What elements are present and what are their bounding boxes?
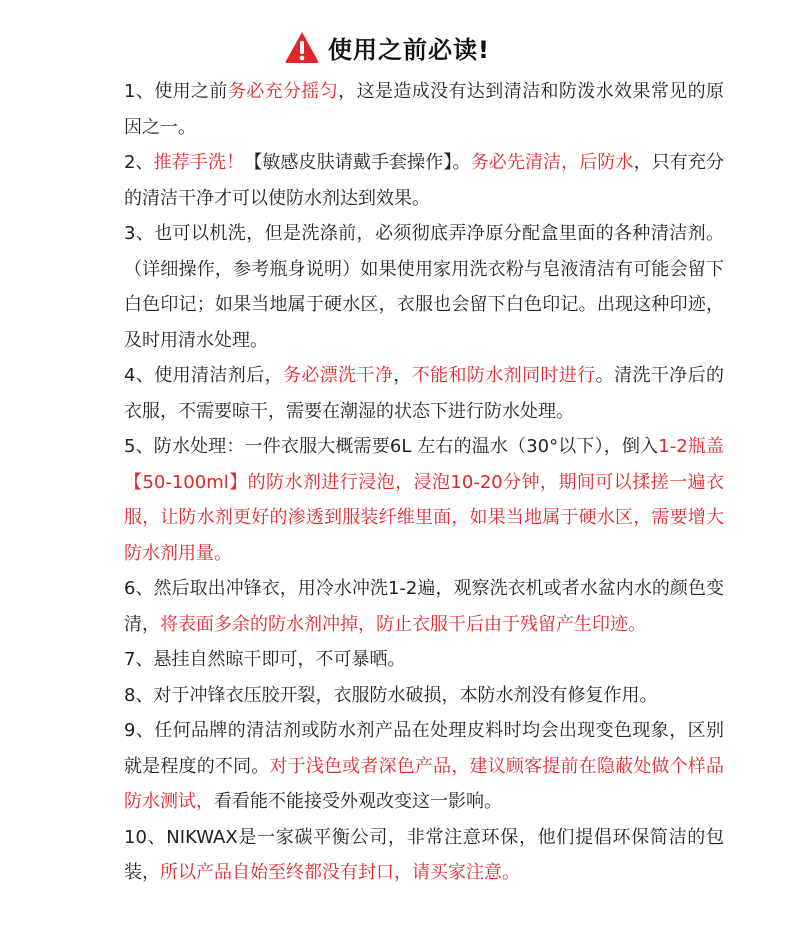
instruction-text: 10、NIKWAX是一家碳平衡公司，非常注意环保，他们提倡环保简洁的包装，	[124, 826, 724, 883]
instructions-body	[124, 74, 724, 891]
instruction-text: 1、使用之前	[124, 81, 228, 102]
highlighted-text: 推荐手洗！	[153, 152, 245, 173]
instruction-text: ，	[393, 365, 412, 386]
highlighted-text: 将表面多余的防水剂冲掉，防止衣服干后由于残留产生印迹。	[160, 613, 646, 635]
highlighted-text: 务必充分摇匀	[227, 81, 339, 102]
instruction-text: 4、使用清洁剂后，	[124, 365, 283, 386]
instruction-text: 看看能不能接受外观改变这一影响。	[214, 791, 502, 812]
instruction-item	[124, 642, 724, 678]
instruction-text: 2、	[124, 152, 154, 173]
instruction-item	[124, 358, 724, 429]
instruction-text: ，只有充分的清洁干净才可以使防水剂达到效果。	[124, 152, 725, 209]
instruction-text: 8、对于冲锋衣压胶开裂，衣服防水破损，本防水剂没有修复作用。	[124, 684, 658, 706]
highlighted-text: 对于浅色或者深色产品，建议顾客提前在隐蔽处做个样品防水测试，	[124, 755, 724, 812]
highlighted-text: 所以产品自始至终都没有封口，请买家注意。	[160, 862, 520, 883]
instruction-text: 【敏感皮肤请戴手套操作】。	[244, 152, 471, 173]
highlighted-text: 1-2瓶盖【50-100ml】的防水剂进行浸泡，浸泡10-20分钟，期间可以揉搓一遍衣服，让防水剂更好的渗透到服装纤维里面，如果当地属于硬水区，需要增大防水剂用量。	[124, 436, 724, 564]
instruction-item	[124, 429, 724, 571]
highlighted-text: 不能和防水剂同时进行	[411, 365, 596, 386]
instruction-item	[124, 571, 724, 642]
instruction-item	[124, 678, 724, 714]
instruction-text: ，这是造成没有达到清洁和防泼水效果常见的原因之一。	[124, 81, 725, 138]
highlighted-text: 务必漂洗干净	[282, 365, 394, 386]
instruction-item	[124, 145, 724, 216]
instruction-item	[124, 216, 724, 358]
instruction-item	[124, 820, 724, 891]
warning-icon	[284, 30, 320, 64]
instruction-item	[124, 713, 724, 820]
instruction-text: 。清洗干净后的衣服，不需要晾干，需要在潮湿的状态下进行防水处理。	[124, 365, 725, 422]
page-title: 使用之前必读!	[328, 35, 490, 64]
instruction-text: 7、悬挂自然晾干即可，不可暴晒。	[124, 649, 406, 670]
instruction-text: 9、任何品牌的清洁剂或防水剂产品在处理皮料时均会出现变色现象，区别就是程度的不同。	[124, 720, 724, 777]
highlighted-text: 务必先清洁，后防水	[470, 152, 634, 173]
instruction-item	[124, 74, 724, 145]
title-row	[0, 24, 790, 70]
instruction-text: 6、然后取出冲锋衣，用冷水冲洗1-2遍，观察洗衣机或者水盆内水的颜色变清，	[124, 578, 724, 635]
instruction-text: 3、也可以机洗，但是洗涤前，必须彻底弄净原分配盒里面的各种清洁剂。（详细操作，参考瓶身说明）如果使用家用洗衣粉与皂液清洁有可能会留下白色印记；如果当地属于硬水区，衣服也会留下白色印记。出现这种印迹，及时用清水处理。	[124, 223, 724, 351]
instruction-text: 5、防水处理：一件衣服大概需要6L 左右的温水（30°以下），倒入	[124, 436, 659, 457]
